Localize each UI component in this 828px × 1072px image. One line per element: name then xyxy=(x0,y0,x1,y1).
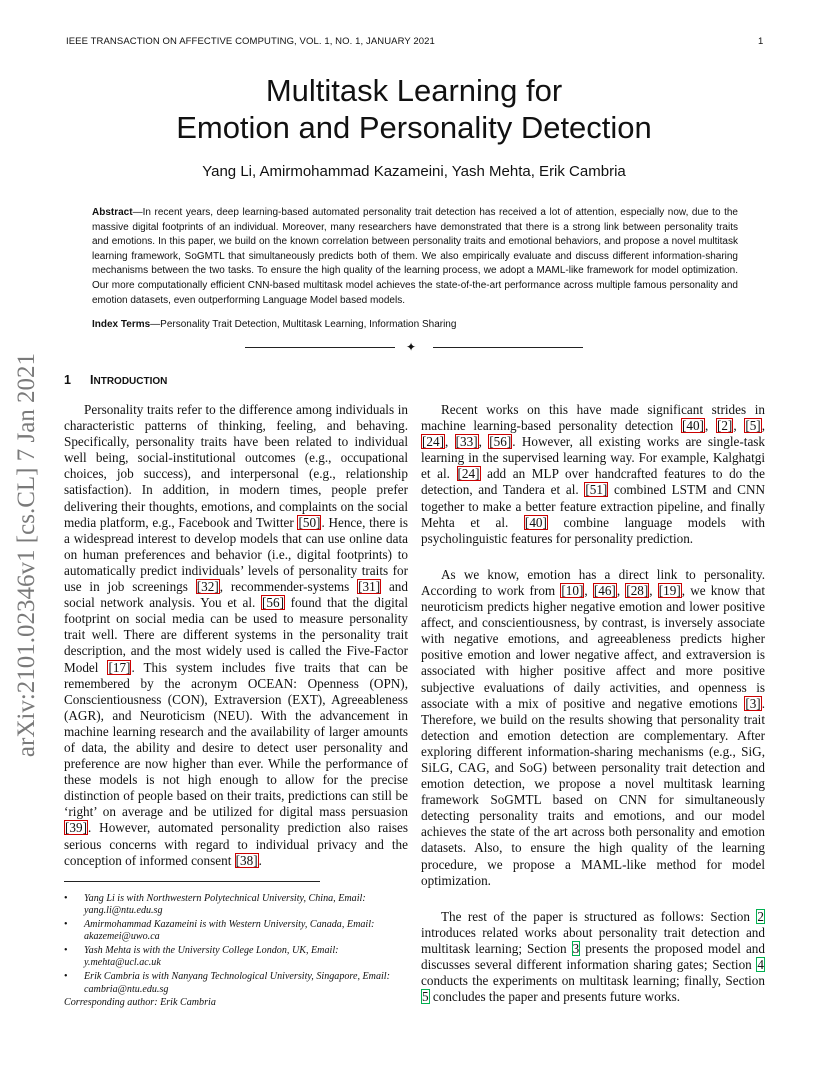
page-number: 1 xyxy=(758,36,764,47)
footnote-text: Amirmohammad Kazameini is with Western University, Canada, Email: akazemei@uwo.ca xyxy=(84,919,375,943)
footnote-text: Yang Li is with Northwestern Polytechnical University, China, Email: yang.li@ntu.edu.sg xyxy=(84,893,366,917)
text-run: . However, all existing works are single-task learning in the supervised learning way. For example, Kalghatgi et al. xyxy=(421,434,766,482)
divider-ornament-icon: ✦ xyxy=(406,340,417,354)
citation-link[interactable]: [40] xyxy=(681,418,704,434)
section-link[interactable]: 2 xyxy=(757,908,764,924)
paragraph-gap xyxy=(421,889,765,909)
text-run: The rest of the paper is structured as follows: Section xyxy=(441,908,757,924)
citation-link[interactable]: [39] xyxy=(65,820,87,836)
section-link[interactable]: 3 xyxy=(572,940,580,956)
footnote-item xyxy=(64,945,408,970)
citation-link[interactable]: [10] xyxy=(561,582,584,598)
text-run: . xyxy=(258,852,262,868)
title-line-2: Emotion and Personality Detection xyxy=(176,110,652,145)
text-run: and social network analysis. You et al. xyxy=(64,579,408,611)
abstract-text: —In recent years, deep learning-based automated personality trait detection has received a lot of attention, especially now, due to the massive digital footprints of an individual. Moreover, many researchers have demonstrated that there is a strong link between personality traits and emotions. In this paper, we build on the known correlation between personality traits and emotional behaviors, and propose a novel multitask learning framework, SoGMTL that simultaneously predicts both of them. We also empirically evaluate and discuss different information-sharing mechanisms between the two tasks. To ensure the high quality of the learning process, we adopt a MAML-like framework for model optimization. Our more computationally efficient CNN-based multitask model achieves the state-of-the-art performance across multiple famous personality and emotion datasets, even outperforming Language Model based models. xyxy=(92,207,738,306)
text-run: , xyxy=(704,418,716,434)
author-list: Yang Li, Amirmohammad Kazameini, Yash Mehta, Erik Cambria xyxy=(202,163,626,180)
citation-link[interactable]: [17] xyxy=(108,659,131,675)
section-number: 1 xyxy=(64,373,71,387)
bullet-icon: • xyxy=(64,945,68,957)
footnote-text: Yash Mehta is with the University College London, UK, Email: y.mehta@ucl.ac.uk xyxy=(84,945,339,969)
footnote-item xyxy=(64,971,408,996)
right-column xyxy=(421,402,765,1005)
citation-link[interactable]: [28] xyxy=(626,582,649,598)
bullet-icon: • xyxy=(64,919,68,931)
paragraph xyxy=(64,402,408,869)
citation-link[interactable]: [56] xyxy=(261,595,284,611)
text-run: , xyxy=(444,434,455,450)
bullet-icon: • xyxy=(64,971,68,983)
bullet-icon: • xyxy=(64,893,68,904)
corresponding-author: Corresponding author: Erik Cambria xyxy=(64,997,216,1008)
index-terms-text: —Personality Trait Detection, Multitask Learning, Information Sharing xyxy=(150,319,457,330)
citation-link[interactable]: [56] xyxy=(489,434,512,450)
text-run: concludes the paper and presents future works. xyxy=(429,989,681,1005)
section-link[interactable]: 5 xyxy=(422,989,429,1005)
running-head: IEEE TRANSACTION ON AFFECTIVE COMPUTING, VOL. 1, NO. 1, JANUARY 2021 xyxy=(66,36,435,47)
text-run: found that the digital footprint on social media can be used to measure personality trait well. There are different systems in the personality trait description, and the most widely used is called the Five-Factor Model xyxy=(64,595,408,675)
index-terms-label: Index Terms xyxy=(92,319,151,330)
text-run: , recommender-systems xyxy=(219,579,358,595)
text-run: . Hence, there is a widespread interest to develop models that can use online data on human preferences and behavior (i.e., digital footprints) to automatically predict individuals’ levels of personality traits for use in job screenings xyxy=(64,514,408,595)
text-run: conducts the experiments on multitask learning; finally, Section xyxy=(421,973,765,989)
text-run: , xyxy=(761,418,765,434)
text-run: As we know, emotion has a direct link to personality. According to work from xyxy=(421,566,765,598)
footnote-text: Erik Cambria is with Nanyang Technological University, Singapore, Email: cambria@ntu.edu.sg xyxy=(84,971,390,995)
text-run: Recent works on this have made significant strides in machine learning-based personality detection xyxy=(421,402,765,434)
divider-rule-right xyxy=(433,347,583,348)
paragraph-gap xyxy=(421,547,765,567)
paragraph xyxy=(421,402,765,547)
title-line-1: Multitask Learning for xyxy=(265,73,563,108)
citation-link[interactable]: [51] xyxy=(585,482,608,498)
citation-link[interactable]: [31] xyxy=(358,579,381,595)
text-run: , xyxy=(584,582,593,598)
citation-link[interactable]: [46] xyxy=(593,582,616,598)
abstract-label: Abstract xyxy=(92,207,133,218)
text-run: . This system includes five traits that can be remembered by the acronym OCEAN: Openness (OPN), Conscientiousness (CON), Extraversion (EXT), Agreeableness (AGR), and Neuroticism (NEU). With the advancement in machine learning research and the availability of larger amounts of data, the ability and desire to detect user personality and preference are now higher than ever. While the performance of these models is not high enough to allow for the precise distinction of people based on their traits, predictions can still be ‘right’ on average and be utilized for digital mass persuasion xyxy=(64,659,408,820)
paragraph xyxy=(421,567,765,889)
text-run: , xyxy=(733,418,745,434)
footnote-item xyxy=(64,893,408,918)
section-heading xyxy=(64,373,167,387)
citation-link[interactable]: [50] xyxy=(298,514,321,530)
abstract xyxy=(92,206,738,308)
citation-link[interactable]: [24] xyxy=(422,434,444,450)
footnotes xyxy=(64,893,408,997)
text-run: , xyxy=(478,434,489,450)
text-run: , xyxy=(616,582,626,598)
text-run: combined LSTM and CNN together to make a better feature extraction pipeline, and finally Mehta et al. xyxy=(421,482,765,530)
footnote-rule xyxy=(64,881,320,882)
arxiv-stamp: arXiv:2101.02346v1 [cs.CL] 7 Jan 2021 xyxy=(13,352,40,758)
text-run: , xyxy=(649,582,658,598)
divider-rule-left xyxy=(245,347,395,348)
section-title-rest: NTRODUCTION xyxy=(93,376,168,387)
text-run: . Therefore, we build on the results showing that personality trait detection and emotion detection are complementary. After exploring different information-sharing mechanisms (e.g., SiG, SiLG, CAG, and SoG) between personality trait detection and emotion detection, we propose a novel multitask learning framework SoGMTL based on CNN for simultaneously detecting personality traits and emotions, and our model achieves the state of the art across both personality and emotion datasets. Also, to ensure the high quality of the learning procedure, we propose a MAML-like method for model optimization. xyxy=(421,695,765,888)
footnote-item xyxy=(64,919,408,944)
citation-link[interactable]: [24] xyxy=(457,466,480,482)
paper-title xyxy=(0,72,828,146)
text-run: combine language models with psycholinguistic features for personality prediction. xyxy=(421,514,765,546)
section-link[interactable]: 4 xyxy=(757,957,764,972)
left-column xyxy=(64,402,408,869)
citation-link[interactable]: [40] xyxy=(524,514,547,530)
citation-link[interactable]: [2] xyxy=(716,418,733,434)
index-terms xyxy=(92,319,738,330)
text-run: presents the proposed model and discusses several different information sharing gates; Section xyxy=(421,940,765,972)
text-run: , we know that neuroticism predicts higher negative emotion and lower positive affect, and conscientiousness, by contrast, is inversely associate with negative emotions, and agreeableness predicts higher positive emotion and lower negative affect, and extraversion is associated with higher positive affect and more positive subjective evaluations of daily activities, and openness is associate with a mix of positive and negative emotions xyxy=(421,582,766,711)
citation-link[interactable]: [5] xyxy=(745,418,761,434)
text-run: Personality traits refer to the difference among individuals in characteristic patterns of thinking, feeling, and behaving. Specifically, personality traits have been related to individual well being, social-institutional outcomes (e.g., occupational choices, job success), and interpersonal (e.g., relationship satisfaction). In addition, in modern times, people prefer delivering their thoughts, emotions, and complaints on the social media platform, e.g., Facebook and Twitter xyxy=(64,402,408,530)
paragraph xyxy=(421,909,765,1006)
citation-link[interactable]: [33] xyxy=(455,434,478,450)
citation-link[interactable]: [38] xyxy=(235,852,258,868)
text-run: introduces related works about personality trait detection and multitask learning; Section xyxy=(421,924,765,956)
text-run: add an MLP over handcrafted features to do the detection, and Tandera et al. xyxy=(421,466,765,498)
citation-link[interactable]: [32] xyxy=(196,579,219,595)
citation-link[interactable]: [3] xyxy=(745,695,761,711)
section-initial: I xyxy=(90,373,94,387)
text-run: . However, automated personality prediction also raises serious concerns with regard to individual privacy and the conception of informed consent xyxy=(64,820,408,868)
citation-link[interactable]: [19] xyxy=(658,582,681,598)
